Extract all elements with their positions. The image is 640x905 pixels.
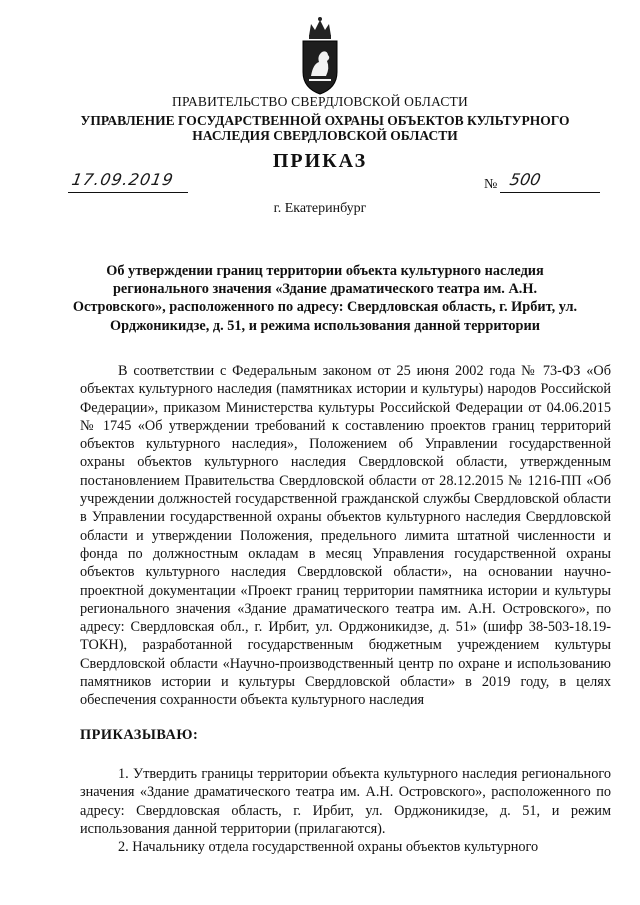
city: г. Екатеринбург	[273, 201, 367, 216]
order-subject: Об утверждении границ территории объекта культурного наследия регионального значения «Здание драматического театра им. А.Н. Островского», расположенного по адресу: Свердловская область, г. Ирбит, ул. Орджоникидзе, д. 51, и режима использования данной территории	[72, 263, 578, 334]
order-date: 17.09.2019	[70, 170, 176, 189]
order-date-field	[68, 170, 188, 193]
order-number-label: №	[484, 177, 498, 192]
order-items	[80, 765, 611, 856]
decree-heading: ПРИКАЗЫВАЮ:	[80, 727, 199, 743]
preamble	[80, 362, 611, 710]
order-number-field	[500, 170, 600, 193]
order-number: 500	[508, 170, 543, 189]
government-title: ПРАВИТЕЛЬСТВО СВЕРДЛОВСКОЙ ОБЛАСТИ	[172, 94, 468, 109]
order-item: 1. Утвердить границы территории объекта культурного наследия регионального значения «Здание драматического театра им. А.Н. Островского», расположенного по адресу: Свердловская область, г. Ирбит, ул. Орджоникидзе, д. 51, и режим использования данной территории (прилагаются).	[80, 766, 611, 837]
order-item: 2. Начальнику отдела государственной охраны объектов культурного	[118, 839, 539, 856]
department-title: УПРАВЛЕНИЕ ГОСУДАРСТВЕННОЙ ОХРАНЫ ОБЪЕКТОВ КУЛЬТУРНОГО НАСЛЕДИЯ СВЕРДЛОВСКОЙ ОБЛАСТИ	[80, 113, 570, 143]
preamble-text: В соответствии с Федеральным законом от 25 июня 2002 года № 73-ФЗ «Об объектах культурного наследия (памятниках истории и культуры) народов Российской Федерации», приказом Министерства культуры Российской Федерации от 04.06.2015 № 1745 «Об утверждении требований к составлению проектов границ территорий объектов культурного наследия», Положением об Управлении государственной охраны объектов культурного наследия Свердловской области, утвержденным постановлением Правительства Свердловской области от 28.12.2015 № 1216-ПП «Об учреждении должностей государственной гражданской службы Свердловской области в Управлении государственной охраны объектов культурного наследия Свердловской области и утверждении Положения, предельного лимита штатной численности и фонда по должностным окладам в месяц Управления государственной охраны объектов культурного наследия Свердловской области», на основании научно-проектной документации «Проект границ территории памятника истории и культуры регионального значения «Здание драматического театра им. А.Н. Островского», по адресу: Свердловская обл., г. Ирбит, ул. Орджоникидзе, д. 51» (шифр 38-503-18.19-ТОКН), разработанной государственным бюджетным учреждением культуры Свердловской области «Научно-производственный центр по охране и использованию памятников истории и культуры Свердловской области» в 2019 году, в целях обеспечения сохранности объекта культурного наследия	[80, 363, 611, 709]
document-type-title: ПРИКАЗ	[272, 150, 368, 172]
coat-of-arms-icon	[297, 14, 343, 98]
